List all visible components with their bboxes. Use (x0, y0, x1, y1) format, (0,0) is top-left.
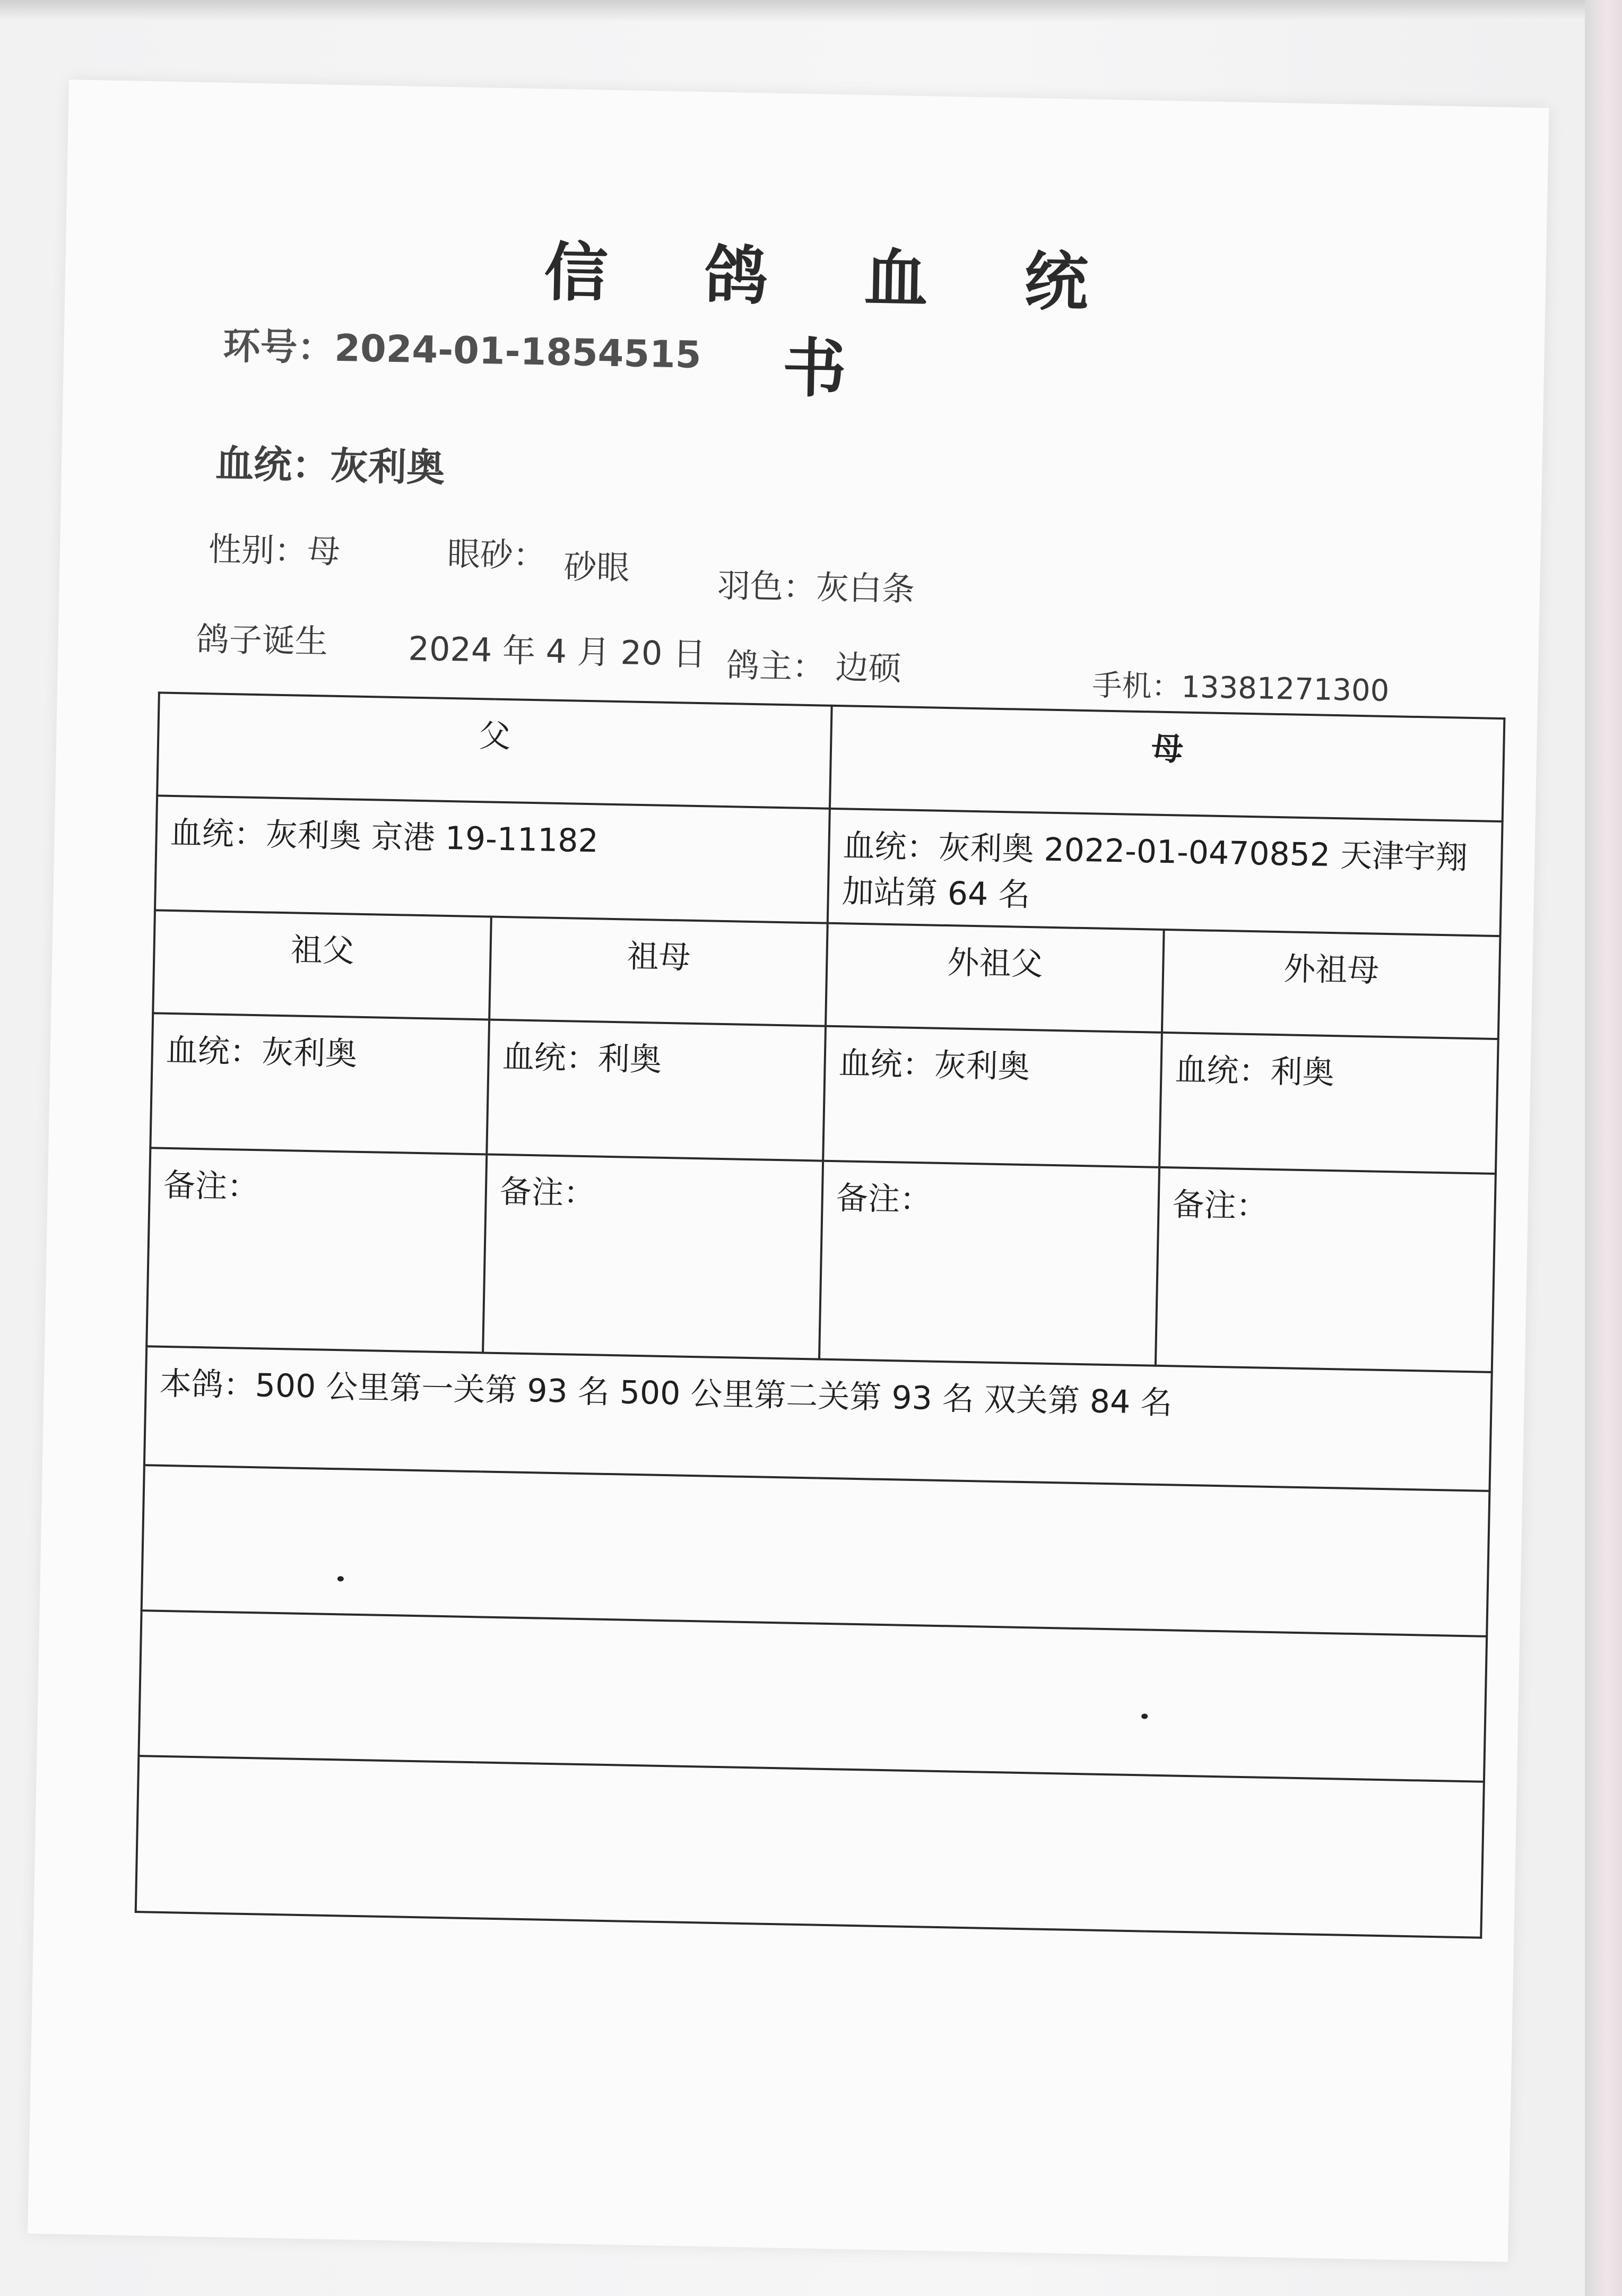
eye-label: 眼砂： (447, 534, 547, 575)
father-header: 父 (157, 692, 831, 808)
owner: 鸽主： 边硕 (726, 645, 902, 688)
feather-color: 羽色：灰白条 (717, 566, 915, 609)
mother-bloodline: 血统：灰利奥 2022-01-0470852 天津宇翔加站第 64 名 (828, 809, 1503, 936)
sex: 性别：母 (208, 530, 341, 571)
self-race-record: 本鸽：500 公里第一关第 93 名 500 公里第二关第 93 名 双关第 84 名 (144, 1346, 1492, 1491)
phone: 手机：13381271300 (1091, 668, 1390, 708)
maternal-grandfather-bloodline: 血统：灰利奥 (823, 1026, 1162, 1167)
mother-header: 母 (830, 706, 1504, 821)
right-edge-background (1585, 0, 1622, 2296)
grandfather-bloodline: 血统：灰利奥 (150, 1013, 489, 1154)
top-edge-shadow (0, 0, 1622, 21)
grandmother-bloodline: 血统：利奥 (487, 1020, 826, 1161)
maternal-grandfather-header: 外祖父 (826, 923, 1164, 1033)
bloodline: 血统：灰利奥 (215, 441, 445, 490)
pedigree-table (135, 691, 1506, 1938)
maternal-grandmother-header: 外祖母 (1162, 930, 1500, 1039)
pedigree-certificate-sheet (28, 80, 1549, 2262)
eye-value: 砂眼 (563, 547, 630, 587)
blank-row (142, 1465, 1490, 1636)
birth-label: 鸽子诞生 (196, 619, 328, 661)
grandfather-header: 祖父 (153, 910, 491, 1019)
grandmother-header: 祖母 (489, 917, 828, 1026)
blank-row (136, 1756, 1484, 1938)
birth-date: 2024 年 4 月 20 日 (407, 629, 706, 674)
grandmother-note: 备注： (483, 1154, 823, 1359)
maternal-grandmother-note: 备注： (1156, 1167, 1496, 1372)
father-bloodline: 血统：灰利奥 京港 19-11182 (155, 795, 830, 923)
maternal-grandmother-bloodline: 血统：利奥 (1159, 1033, 1498, 1174)
certificate-title: 信 鸽 血 统 书 (543, 235, 1126, 408)
blank-row (138, 1610, 1487, 1782)
maternal-grandfather-note: 备注： (819, 1161, 1159, 1366)
ring-number: 环号：2024-01-1854515 (222, 324, 702, 377)
speck-mark (337, 1576, 344, 1581)
grandfather-note: 备注： (146, 1148, 487, 1353)
